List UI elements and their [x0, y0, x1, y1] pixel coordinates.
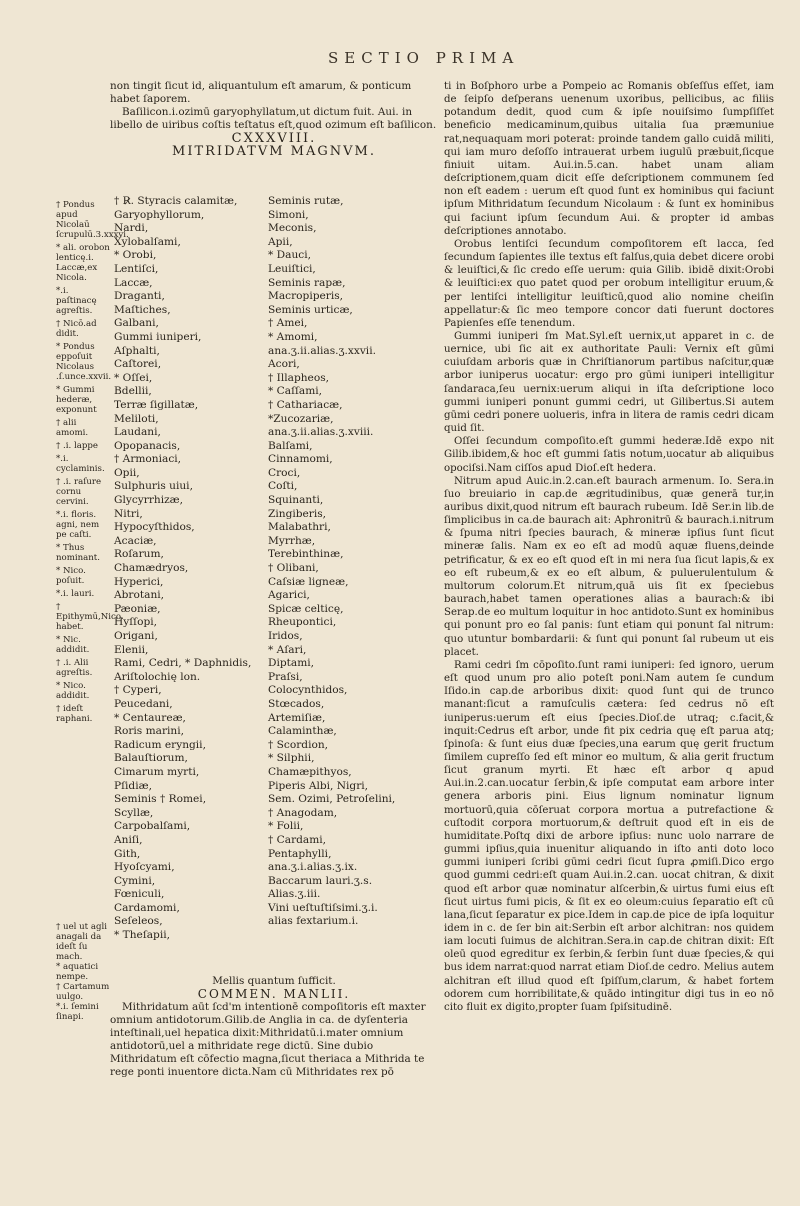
- ingredient-item: † Olibani,: [268, 562, 319, 575]
- chapter-title: MITRIDATVM MAGNVM.: [172, 144, 376, 159]
- ingredient-item: Aſphalti,: [114, 344, 160, 357]
- ingredient-item: † Illapheos,: [268, 371, 329, 384]
- margin-note: † Epithymū,Nico. habet.: [56, 602, 124, 632]
- ingredient-item: Meconis,: [268, 222, 317, 235]
- ingredient-item: * Oſſei,: [114, 371, 153, 384]
- margin-note: * aquatici nempe.: [56, 962, 99, 982]
- margin-note: *.i. paſtinacę agreſtis.: [56, 286, 97, 316]
- ingredient-item: *Zucozariæ,: [268, 412, 334, 425]
- ingredient-item: Xylobalſami,: [114, 235, 181, 248]
- ingredient-item: Diptami,: [268, 657, 315, 670]
- paragraph: Oſſei ſecundum compoſito.eſt gummi hederæ.Idē expo nit Gilib.ibidem,& hoc eſt gummi ſatis notum,uocatur ab aliquibus opociſsi.Nam ciſſos apud Dioſ.eſt hedera.: [444, 436, 774, 474]
- ingredient-item: Iridos,: [268, 630, 303, 642]
- ingredient-item: Meliloti,: [114, 412, 159, 425]
- ingredient-item: Scyllæ,: [114, 806, 154, 819]
- ingredient-item: Cinnamomi,: [268, 453, 333, 466]
- ingredient-item: Cimarum myrti,: [114, 765, 200, 778]
- intro-paragraph: Baſilicon.i.ozimū garyophyllatum,ut dictum fuit. Aui. in libello de uiribus coſtis teſtatus eſt,quod ozimum eſt baſilicon.: [110, 106, 437, 131]
- ingredient-item: Apii,: [268, 235, 293, 248]
- ingredient-item: Agarici,: [268, 589, 310, 602]
- ingredient-item: Myrrhæ,: [268, 534, 316, 547]
- ingredient-item: Piperis Albi, Nigri,: [268, 779, 369, 792]
- margin-note: † alii amomi.: [56, 418, 89, 438]
- ingredient-item: Chamæpithyos,: [268, 765, 352, 778]
- ingredient-item: Squinanti,: [268, 494, 324, 507]
- ingredient-item: Origani,: [114, 630, 158, 642]
- running-title: SECTIO PRIMA: [328, 49, 520, 67]
- ingredient-item: Malabathri,: [268, 521, 331, 534]
- margin-note: *.i. floris. agni, nem pe caſti.: [56, 510, 100, 540]
- ingredient-item: † Cathariacæ,: [268, 398, 343, 411]
- ingredient-item: Roris marini,: [114, 725, 185, 738]
- closing-line: Mellis quantum ſufficit.: [212, 975, 336, 987]
- ingredient-item: Leuiſtici,: [268, 262, 316, 275]
- ingredient-item: † Scordion,: [268, 738, 329, 751]
- ingredient-item: Pæoniæ,: [114, 602, 161, 615]
- ingredient-item: Peucedani,: [114, 697, 173, 710]
- ingredient-item: Terebinthinæ,: [268, 548, 344, 561]
- ingredient-item: Garyophyllorum,: [114, 208, 205, 221]
- chapter-number: CXXXVIII.: [231, 131, 317, 146]
- ingredient-item: ana.ʒ.ii.alias.ʒ.xviii.: [268, 426, 374, 439]
- paragraph: Nitrum apud Auic.in.2.can.eſt baurach armenum. Io. Sera.in ſuo breuiario in cap.de ægritudinibus, quæ generā tur,in auribus dixit,quod nitrum eſt baurach rubeum. Idē Ser.in lib.de ſimplicibus in ca.de baurach ait: Aphronitrū & baurach.i.nitrum & ſpuma nitri ſpecies baurach, & mineræ ipſius ſunt ſicut mineræ ſalis. Nam ex eo eſt ad modū aquæ fluens,deinde petrificatur, & ex eo eſt quod eſt in mi nera ſua ſicut lapis,& ex eo eſt rubeum,& ex eo eſt album, & puluerulentulum & multorum colorum.Et nitrum,quā uis ſit ex ſpeciebus baurach,habet tamen operationes alias a baurach:& ibi Serap.de eo multum loquitur in hoc antidoto.Sunt ex hominibus qui ponunt pro eo ſal panis: ſunt etiam qui ponunt ſal nitrum: quo utuntur bombardarii: & ſunt qui ponunt ſal rubeum ut eis placet.: [444, 475, 774, 658]
- ingredient-item: Colocynthidos,: [268, 684, 348, 697]
- ingredient-item: Cardamomi,: [114, 901, 180, 914]
- ingredient-item: Zingiberis,: [268, 507, 327, 520]
- ingredient-item: Calaminthæ,: [268, 725, 337, 738]
- ingredient-item: alias fextarium.i.: [268, 915, 359, 928]
- ingredient-list-right: [268, 195, 438, 929]
- paragraph: Rami cedri ſm cōpoſito.ſunt rami iuniperi: ſed ignoro, uerum eſt quod unum pro alio poteſt poni.Nam autem ſe cundum Iſido.in cap.de arboribus dixit: quod ſunt qui de trunco manant:ſicut a ramuſculis cætera: ſed cedrus nō eſt iuniperus:uerum eſt eius ſpecies.Dioſ.de utraq; c.facit,& inquit:Cedrus eſt arbor, unde fit pix cedria quę eſt parua atq; ſpinoſa: & ſunt eius duæ ſpecies,una earum quę gerit fructum ſimilem cupreſſo ſed eſt minor eo multum, & alia gerit fructum ſicut granum myrti. Et hæc eſt arbor q apud Aui.in.2.can.uocatur ſerbin,& ipſe computat eam arbore inter genera arboris pini. Eius lignum nominatur lignum mortuorū,quia cōſeruat corpora mortua a putrefactione & cuſtodit corpora mortuorum,& deſtruit quod eſt in eis de humiditate.Poſtq dixi de arbore ipſius: nunc uolo narrare de gummi ipſius,quia inuenitur aliquando in iſto anti doto loco gummi iuniperi ſcribi gūmi cedri ſicut ſupra ꝓmiſi.Dico ergo quod gummi cedri:eſt quam Aui.in.2.can. uocat chitran, & dixit quod eſt arbor quæ nominatur alſcerbin,& uirtus fumi eius eſt ſicut uirtus fumi picis, & ſit ex eo oleum:cuius ſeparatio eſt cū lana,ſicut ſeparatur ex pice.Idem in cap.de pice de ipſa loquitur idem in c. de ſer bin ait:Serbin eſt arbor alchitran: nos quidem iam locuti ſuimus de alchitran.Sera.in cap.de chitran dixit: Eſt oleū quod egreditur ex ſerbin,& ſerbin ſunt duæ ſpecies,& qui bus idem narrat:quod narrat etiam Dioſ.de cedro. Melius autem alchitran eſt illud quod eſt ſpiſſum,clarum, & habet fortem odorem cum horribilitate,& quādo intingitur digi tus in eo nō cito fluit ex digito,propter ſuam ſpiſsitudinē.: [444, 659, 774, 1013]
- ingredient-item: † R̷. Styracis calamitæ,: [114, 195, 238, 207]
- ingredient-item: Gummi iuniperi,: [114, 330, 202, 343]
- margin-note: † .i. lappe: [56, 441, 98, 451]
- ingredient-item: * Dauci,: [268, 249, 311, 262]
- ingredient-item: Galbani,: [114, 317, 159, 330]
- margin-note: * Nico. poſuit.: [56, 566, 86, 586]
- ingredient-item: Vini ueſtuſtiſsimi.ʒ.i.: [268, 901, 378, 914]
- ingredient-item: ana.ʒ.ii.alias.ʒ.xxvii.: [268, 344, 376, 357]
- ingredient-item: Balauſtiorum,: [114, 752, 188, 765]
- ingredient-item: † Armoniaci,: [114, 453, 182, 466]
- commentary-paragraph: Mithridatum aūt ſcd'm intentionē compoſitoris eſt maxter omnium antidotorum.Gilib.de Anglia in ca. de dyſenteria inteſtinali,uel hepatica dixit:Mithridatū.i.mater omnium antidotorū,uel a mithridate rege dictū. Sine dubio Mithridatum eſt cōfectio magna,ſicut theriaca a Mithrida te rege ponti inuentore dicta.Nam cū Mithridates rex pō: [110, 1001, 426, 1078]
- commentary-block: [110, 975, 438, 1079]
- ingredient-item: Coſti,: [268, 480, 298, 493]
- ingredient-item: * Silphii,: [268, 752, 315, 765]
- paragraph: ti in Boſphoro urbe a Pompeio ac Romanis obſeſſus eſſet, iam de ſeipſo deſperans uenenum uxoribus, pellicibus, ac filiis potandum dedit, quod cum & ipſe nouiſsimo ſumpſiſſet beneficio medicaminum,quibus uitalia ſua præmuniue rat,nequaquam mori poterat: proinde tandem gallo cuidā militi, qui iam muro deſoſſo intrauerat urbem iugulū præbuit,ſicque finiuit uitam. Aui.in.5.can. habet unam aliam deſcriptionem,quam dicit eſſe deſcriptionem communem ſed non eſt eadem : uerum eſt quod ſunt ex hominibus qui faciunt ipſum Mithridatum ſecundum Nicolaum : & ſunt ex hominibus qui faciunt ipſum ſecundum Aui. & propter id ambas deſcriptiones annotabo.: [444, 81, 774, 237]
- ingredient-item: Ariſtolochię lon.: [114, 670, 201, 683]
- ingredient-item: Seſeleos,: [114, 915, 163, 928]
- ingredient-item: Opii,: [114, 466, 140, 479]
- ingredient-item: Hypocyſthidos,: [114, 521, 195, 534]
- commentary-title: COMMEN. MANLII.: [197, 987, 351, 1001]
- margin-note: * Thus nominant.: [56, 543, 100, 563]
- ingredient-item: Laudani,: [114, 426, 161, 439]
- margin-note: *.i. cyclaminis.: [56, 454, 105, 474]
- ingredient-item: Hyſſopi,: [114, 616, 157, 629]
- paragraph: Orobus lentiſci ſecundum compoſitorem eſt lacca, ſed ſecundum ſapientes ille textus eſt falſus,quia debet dicere orobi & leuiſtici,& ſic credo eſſe uerum: quia Gilib. ibidē dixit:Orobi & leuiſtici:ex quo patet quod per orobum intelligitur eruum,& per lentiſci intelligitur leuiſticū,quod alio nomine cheiſin appellatur:& ſic meo tempore concor dati fuerunt doctores Papienſes eſſe tenendum.: [444, 238, 774, 329]
- ingredient-item: Pſidiæ,: [114, 779, 152, 792]
- ingredient-item: Sulphuris uiui,: [114, 480, 193, 493]
- ingredient-item: Macropiperis,: [268, 290, 344, 303]
- ingredient-item: Stœcados,: [268, 697, 325, 710]
- paragraph: Gummi iuniperi ſm Mat.Syl.eſt uernix,ut apparet in c. de uernice, ubi ſic ait ex authoritate Pauli: Vernix eſt gūmi cuiuſdam arboris quæ in Chriſtianorum partibus naſcitur,quæ arbor iuniperus uocatur: ergo pro gūmi iuniperi intelligitur ſandaraca,ſeu uernix:uerum aliqui in iſta deſcriptione loco gummi iuniperi ponunt gummi cedri, ut Gilibertus.Si autem gūmi cedri ponere uolueris, infra in litera de ramis cedri dicam quid ſit.: [444, 330, 774, 435]
- ingredient-item: * Folii,: [268, 820, 304, 833]
- margin-note: *.i. ſemini ſinapi.: [56, 1002, 99, 1022]
- margin-note: * Nic. addidit.: [56, 635, 90, 655]
- ingredient-item: Simoni,: [268, 208, 309, 221]
- ingredient-item: Caſtorei,: [114, 358, 162, 371]
- left-intro-block: [110, 80, 438, 158]
- ingredient-item: † Anagodam,: [268, 806, 338, 819]
- margin-note: * Pondus eppoſuit Nicolaus .ſ.unce.xxvii.: [56, 342, 112, 382]
- ingredient-item: Sem. Ozimi, Petroſelini,: [268, 793, 396, 806]
- ingredient-item: Baccarum lauri.ʒ.s.: [268, 874, 373, 887]
- ingredient-item: † Amei,: [268, 317, 308, 330]
- ingredient-item: * Amomi,: [268, 330, 318, 343]
- ingredient-item: † Cyperi,: [114, 684, 162, 697]
- margin-note: † Pondus apud Nicolaū ſcrupulū.3.xxxvi.: [56, 200, 129, 240]
- margin-note: † Nicō.ad didit.: [56, 319, 97, 339]
- ingredient-item: Lentiſci,: [114, 262, 159, 275]
- ingredient-item: Praſsi,: [268, 670, 303, 683]
- ingredient-item: Gith,: [114, 847, 141, 860]
- ingredient-item: Carpobalſami,: [114, 820, 191, 833]
- margin-notes-bottom: [56, 922, 110, 1022]
- ingredient-item: Seminis urticæ,: [268, 303, 353, 316]
- ingredient-item: Nitri,: [114, 507, 143, 520]
- intro-paragraph: non tingit ſicut id, aliquantulum eſt amarum, & ponticum habet ſaporem.: [110, 80, 412, 105]
- ingredient-item: Hyoſcyami,: [114, 861, 175, 874]
- ingredient-item: Spicæ celticę,: [268, 602, 344, 615]
- ingredient-item: ana.ʒ.i.alias.ʒ.ix.: [268, 861, 358, 874]
- ingredient-item: Croci,: [268, 466, 301, 479]
- margin-note: † .i. Alii agreſtis.: [56, 658, 93, 678]
- ingredient-item: Rheupontici,: [268, 616, 337, 629]
- ingredient-item: Seminis rapæ,: [268, 276, 346, 289]
- ingredient-item: Seminis † Romei,: [114, 793, 207, 806]
- ingredient-item: Pentaphylli,: [268, 847, 332, 860]
- ingredient-item: Cymini,: [114, 874, 156, 887]
- ingredient-item: * Centaureæ,: [114, 711, 186, 724]
- ingredient-item: Elenii,: [114, 643, 149, 656]
- ingredient-item: Maſtiches,: [114, 303, 171, 316]
- right-column-text: [444, 80, 774, 1014]
- ingredient-item: Acori,: [268, 358, 300, 371]
- ingredient-item: Bdellii,: [114, 385, 152, 398]
- ingredient-item: * Theſapii,: [114, 929, 170, 942]
- ingredient-item: * Orobi,: [114, 249, 157, 262]
- ingredient-item: * Aſari,: [268, 643, 307, 656]
- ingredient-item: Balſami,: [268, 439, 313, 452]
- ingredient-item: Nardi,: [114, 222, 149, 235]
- ingredient-item: Draganti,: [114, 290, 165, 303]
- ingredient-item: Opopanacis,: [114, 439, 181, 452]
- ingredient-item: Radicum eryngii,: [114, 738, 206, 751]
- ingredient-item: Abrotani,: [114, 589, 165, 602]
- margin-note: † ideſt raphani.: [56, 704, 93, 724]
- ingredient-item: Terræ ſigillatæ,: [114, 398, 199, 411]
- ingredient-item: Alias.ʒ.iii.: [268, 888, 321, 901]
- ingredient-item: † Cardami,: [268, 833, 327, 846]
- ingredient-item: Chamædryos,: [114, 562, 189, 575]
- ingredient-item: Fœniculi,: [114, 888, 165, 901]
- ingredient-item: Seminis rutæ,: [268, 195, 344, 207]
- ingredient-item: Glycyrrhizæ,: [114, 494, 183, 507]
- ingredient-item: Artemiſiæ,: [268, 711, 326, 724]
- margin-note: † Cartamum uulgo.: [56, 982, 110, 1002]
- margin-note: * Nico. addidit.: [56, 681, 90, 701]
- margin-note: † .i. raſure cornu cervini.: [56, 477, 102, 507]
- ingredient-list-left: [114, 195, 264, 943]
- ingredient-item: Hyperici,: [114, 575, 164, 588]
- ingredient-item: * Caſſami,: [268, 385, 323, 398]
- ingredient-item: Rami, Cedri, * Daphnidis,: [114, 657, 252, 670]
- ingredient-item: Roſarum,: [114, 548, 164, 561]
- margin-note: * ali. orobon lenticę.i. Laccæ,ex Nicola.: [56, 243, 110, 283]
- margin-note: *.i. lauri.: [56, 589, 95, 599]
- margin-note: * Gummi hederæ, exponunt: [56, 385, 97, 415]
- ingredient-item: Aniſi,: [114, 833, 143, 846]
- ingredient-item: Caſsiæ ligneæ,: [268, 575, 349, 588]
- ingredient-item: Acaciæ,: [114, 534, 157, 547]
- ingredient-item: Laccæ,: [114, 276, 153, 289]
- margin-note: † uel ut agli anagali da ideſt ſu mach.: [56, 922, 107, 962]
